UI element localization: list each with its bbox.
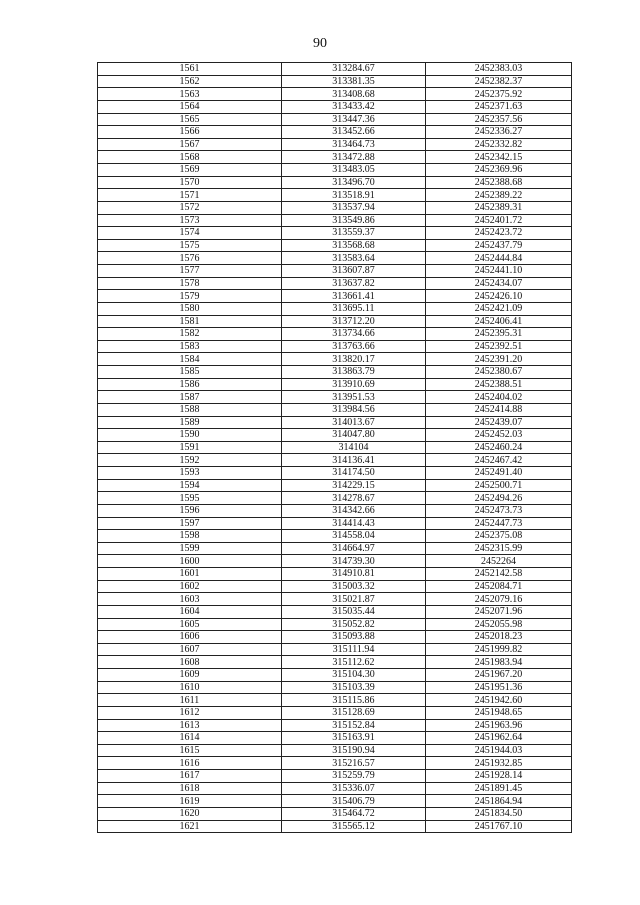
point-number-cell: 1599 [98,542,282,555]
y-coordinate-cell: 2452142.58 [426,568,572,581]
y-coordinate-cell: 2451967.20 [426,669,572,682]
x-coordinate-cell: 313910.69 [282,378,426,391]
x-coordinate-cell: 315104.30 [282,669,426,682]
table-row [98,593,572,606]
page-number: 90 [313,36,327,51]
point-number-cell: 1570 [98,176,282,189]
x-coordinate-cell: 315464.72 [282,807,426,820]
table-row [98,164,572,177]
point-number-cell: 1587 [98,391,282,404]
y-coordinate-cell: 2452382.37 [426,75,572,88]
x-coordinate-cell: 313820.17 [282,353,426,366]
x-coordinate-cell: 314414.43 [282,517,426,530]
point-number-cell: 1609 [98,669,282,682]
y-coordinate-cell: 2452018.23 [426,631,572,644]
table-row [98,744,572,757]
y-coordinate-cell: 2452406.41 [426,315,572,328]
x-coordinate-cell: 313984.56 [282,403,426,416]
y-coordinate-cell: 2451944.03 [426,744,572,757]
table-row [98,252,572,265]
point-number-cell: 1568 [98,151,282,164]
point-number-cell: 1590 [98,429,282,442]
x-coordinate-cell: 313408.68 [282,88,426,101]
x-coordinate-cell: 314013.67 [282,416,426,429]
y-coordinate-cell: 2452460.24 [426,441,572,454]
point-number-cell: 1616 [98,757,282,770]
table-row [98,568,572,581]
table-row [98,265,572,278]
y-coordinate-cell: 2452421.09 [426,302,572,315]
x-coordinate-cell: 314910.81 [282,568,426,581]
y-coordinate-cell: 2452315.99 [426,542,572,555]
y-coordinate-cell: 2452500.71 [426,479,572,492]
point-number-cell: 1597 [98,517,282,530]
x-coordinate-cell: 315128.69 [282,706,426,719]
table-row [98,580,572,593]
y-coordinate-cell: 2451932.85 [426,757,572,770]
point-number-cell: 1577 [98,265,282,278]
y-coordinate-cell: 2452071.96 [426,605,572,618]
table-row [98,100,572,113]
table-row [98,239,572,252]
point-number-cell: 1607 [98,643,282,656]
table-row [98,126,572,139]
table-row [98,189,572,202]
table-row [98,770,572,783]
x-coordinate-cell: 315115.86 [282,694,426,707]
x-coordinate-cell: 314047.80 [282,429,426,442]
x-coordinate-cell: 314174.50 [282,467,426,480]
y-coordinate-cell: 2451963.96 [426,719,572,732]
table-row [98,88,572,101]
table-row [98,530,572,543]
point-number-cell: 1608 [98,656,282,669]
table-row [98,366,572,379]
point-number-cell: 1612 [98,706,282,719]
table-row [98,656,572,669]
y-coordinate-cell: 2451834.50 [426,807,572,820]
y-coordinate-cell: 2452389.31 [426,201,572,214]
table-row [98,820,572,833]
y-coordinate-cell: 2452434.07 [426,277,572,290]
x-coordinate-cell: 313496.70 [282,176,426,189]
point-number-cell: 1569 [98,164,282,177]
y-coordinate-cell: 2452473.73 [426,504,572,517]
point-number-cell: 1603 [98,593,282,606]
point-number-cell: 1596 [98,504,282,517]
point-number-cell: 1564 [98,100,282,113]
y-coordinate-cell: 2452447.73 [426,517,572,530]
x-coordinate-cell: 315003.32 [282,580,426,593]
y-coordinate-cell: 2452388.68 [426,176,572,189]
y-coordinate-cell: 2452079.16 [426,593,572,606]
y-coordinate-cell: 2452389.22 [426,189,572,202]
y-coordinate-cell: 2452375.08 [426,530,572,543]
table-row [98,732,572,745]
point-number-cell: 1617 [98,770,282,783]
y-coordinate-cell: 2452404.02 [426,391,572,404]
y-coordinate-cell: 2452264 [426,555,572,568]
point-number-cell: 1571 [98,189,282,202]
point-number-cell: 1589 [98,416,282,429]
x-coordinate-cell: 315021.87 [282,593,426,606]
point-number-cell: 1574 [98,227,282,240]
table-row [98,416,572,429]
x-coordinate-cell: 313637.82 [282,277,426,290]
y-coordinate-cell: 2452391.20 [426,353,572,366]
point-number-cell: 1602 [98,580,282,593]
x-coordinate-cell: 313381.35 [282,75,426,88]
point-number-cell: 1580 [98,302,282,315]
point-number-cell: 1567 [98,138,282,151]
table-row [98,795,572,808]
x-coordinate-cell: 315190.94 [282,744,426,757]
y-coordinate-cell: 2452395.31 [426,328,572,341]
y-coordinate-cell: 2451767.10 [426,820,572,833]
point-number-cell: 1572 [98,201,282,214]
y-coordinate-cell: 2452437.79 [426,239,572,252]
x-coordinate-cell: 313483.05 [282,164,426,177]
x-coordinate-cell: 313559.37 [282,227,426,240]
point-number-cell: 1583 [98,340,282,353]
table-row [98,227,572,240]
y-coordinate-cell: 2452332.82 [426,138,572,151]
table-row [98,138,572,151]
point-number-cell: 1600 [98,555,282,568]
x-coordinate-cell: 315406.79 [282,795,426,808]
table-row [98,151,572,164]
table-row [98,391,572,404]
y-coordinate-cell: 2452369.96 [426,164,572,177]
table-row [98,328,572,341]
y-coordinate-cell: 2452491.40 [426,467,572,480]
x-coordinate-cell: 315103.39 [282,681,426,694]
x-coordinate-cell: 313464.73 [282,138,426,151]
point-number-cell: 1578 [98,277,282,290]
table-row [98,504,572,517]
table-row [98,340,572,353]
table-row [98,807,572,820]
y-coordinate-cell: 2452084.71 [426,580,572,593]
x-coordinate-cell: 315565.12 [282,820,426,833]
x-coordinate-cell: 315112.62 [282,656,426,669]
y-coordinate-cell: 2452494.26 [426,492,572,505]
table-row [98,63,572,76]
table-row [98,290,572,303]
point-number-cell: 1586 [98,378,282,391]
table-row [98,681,572,694]
table-row [98,467,572,480]
x-coordinate-cell: 314104 [282,441,426,454]
y-coordinate-cell: 2451942.60 [426,694,572,707]
y-coordinate-cell: 2452375.92 [426,88,572,101]
table-row [98,353,572,366]
table-row [98,605,572,618]
x-coordinate-cell: 313568.68 [282,239,426,252]
point-number-cell: 1565 [98,113,282,126]
point-number-cell: 1610 [98,681,282,694]
x-coordinate-cell: 313472.88 [282,151,426,164]
table-row [98,706,572,719]
y-coordinate-cell: 2452336.27 [426,126,572,139]
x-coordinate-cell: 314739.30 [282,555,426,568]
x-coordinate-cell: 313583.64 [282,252,426,265]
table-row [98,214,572,227]
point-number-cell: 1579 [98,290,282,303]
point-number-cell: 1581 [98,315,282,328]
point-number-cell: 1604 [98,605,282,618]
table-row [98,302,572,315]
x-coordinate-cell: 315035.44 [282,605,426,618]
y-coordinate-cell: 2451983.94 [426,656,572,669]
x-coordinate-cell: 314342.66 [282,504,426,517]
y-coordinate-cell: 2452392.51 [426,340,572,353]
x-coordinate-cell: 313447.36 [282,113,426,126]
point-number-cell: 1561 [98,63,282,76]
point-number-cell: 1598 [98,530,282,543]
x-coordinate-cell: 313518.91 [282,189,426,202]
point-number-cell: 1620 [98,807,282,820]
table-row [98,517,572,530]
x-coordinate-cell: 315216.57 [282,757,426,770]
y-coordinate-cell: 2451948.65 [426,706,572,719]
y-coordinate-cell: 2452380.67 [426,366,572,379]
point-number-cell: 1618 [98,782,282,795]
point-number-cell: 1562 [98,75,282,88]
x-coordinate-cell: 313433.42 [282,100,426,113]
table-row [98,618,572,631]
x-coordinate-cell: 315259.79 [282,770,426,783]
y-coordinate-cell: 2451891.45 [426,782,572,795]
x-coordinate-cell: 313863.79 [282,366,426,379]
y-coordinate-cell: 2452423.72 [426,227,572,240]
table-row [98,492,572,505]
table-row [98,277,572,290]
y-coordinate-cell: 2452439.07 [426,416,572,429]
table-row [98,631,572,644]
x-coordinate-cell: 313284.67 [282,63,426,76]
x-coordinate-cell: 314664.97 [282,542,426,555]
x-coordinate-cell: 313607.87 [282,265,426,278]
x-coordinate-cell: 313549.86 [282,214,426,227]
y-coordinate-cell: 2452357.56 [426,113,572,126]
y-coordinate-cell: 2452444.84 [426,252,572,265]
x-coordinate-cell: 315163.91 [282,732,426,745]
y-coordinate-cell: 2451999.82 [426,643,572,656]
y-coordinate-cell: 2452452.03 [426,429,572,442]
y-coordinate-cell: 2452342.15 [426,151,572,164]
point-number-cell: 1613 [98,719,282,732]
table-row [98,719,572,732]
x-coordinate-cell: 314136.41 [282,454,426,467]
table-row [98,757,572,770]
y-coordinate-cell: 2452401.72 [426,214,572,227]
point-number-cell: 1585 [98,366,282,379]
point-number-cell: 1584 [98,353,282,366]
table-row [98,113,572,126]
point-number-cell: 1588 [98,403,282,416]
point-number-cell: 1619 [98,795,282,808]
y-coordinate-cell: 2452371.63 [426,100,572,113]
y-coordinate-cell: 2452441.10 [426,265,572,278]
point-number-cell: 1595 [98,492,282,505]
x-coordinate-cell: 313661.41 [282,290,426,303]
y-coordinate-cell: 2451951.36 [426,681,572,694]
y-coordinate-cell: 2452414.88 [426,403,572,416]
x-coordinate-cell: 313452.66 [282,126,426,139]
y-coordinate-cell: 2451864.94 [426,795,572,808]
point-number-cell: 1621 [98,820,282,833]
table-row [98,176,572,189]
point-number-cell: 1615 [98,744,282,757]
y-coordinate-cell: 2451928.14 [426,770,572,783]
coordinates-table [97,62,572,833]
x-coordinate-cell: 314558.04 [282,530,426,543]
point-number-cell: 1576 [98,252,282,265]
point-number-cell: 1593 [98,467,282,480]
x-coordinate-cell: 315093.88 [282,631,426,644]
coordinates-table-body [98,63,572,833]
x-coordinate-cell: 313734.66 [282,328,426,341]
table-row [98,479,572,492]
table-row [98,782,572,795]
table-row [98,555,572,568]
point-number-cell: 1563 [98,88,282,101]
point-number-cell: 1575 [98,239,282,252]
x-coordinate-cell: 313951.53 [282,391,426,404]
point-number-cell: 1592 [98,454,282,467]
point-number-cell: 1611 [98,694,282,707]
point-number-cell: 1601 [98,568,282,581]
table-row [98,441,572,454]
point-number-cell: 1573 [98,214,282,227]
table-row [98,403,572,416]
x-coordinate-cell: 314229.15 [282,479,426,492]
table-row [98,75,572,88]
point-number-cell: 1614 [98,732,282,745]
table-row [98,643,572,656]
table-row [98,315,572,328]
table-row [98,454,572,467]
point-number-cell: 1605 [98,618,282,631]
x-coordinate-cell: 315336.07 [282,782,426,795]
y-coordinate-cell: 2452426.10 [426,290,572,303]
point-number-cell: 1606 [98,631,282,644]
x-coordinate-cell: 313763.66 [282,340,426,353]
table-row [98,542,572,555]
table-row [98,201,572,214]
x-coordinate-cell: 313712.20 [282,315,426,328]
y-coordinate-cell: 2452388.51 [426,378,572,391]
point-number-cell: 1582 [98,328,282,341]
table-row [98,694,572,707]
point-number-cell: 1591 [98,441,282,454]
x-coordinate-cell: 313537.94 [282,201,426,214]
table-row [98,378,572,391]
y-coordinate-cell: 2451962.64 [426,732,572,745]
x-coordinate-cell: 315111.94 [282,643,426,656]
x-coordinate-cell: 313695.11 [282,302,426,315]
y-coordinate-cell: 2452467.42 [426,454,572,467]
table-row [98,429,572,442]
table-row [98,669,572,682]
point-number-cell: 1594 [98,479,282,492]
x-coordinate-cell: 314278.67 [282,492,426,505]
point-number-cell: 1566 [98,126,282,139]
x-coordinate-cell: 315052.82 [282,618,426,631]
y-coordinate-cell: 2452055.98 [426,618,572,631]
x-coordinate-cell: 315152.84 [282,719,426,732]
y-coordinate-cell: 2452383.03 [426,63,572,76]
